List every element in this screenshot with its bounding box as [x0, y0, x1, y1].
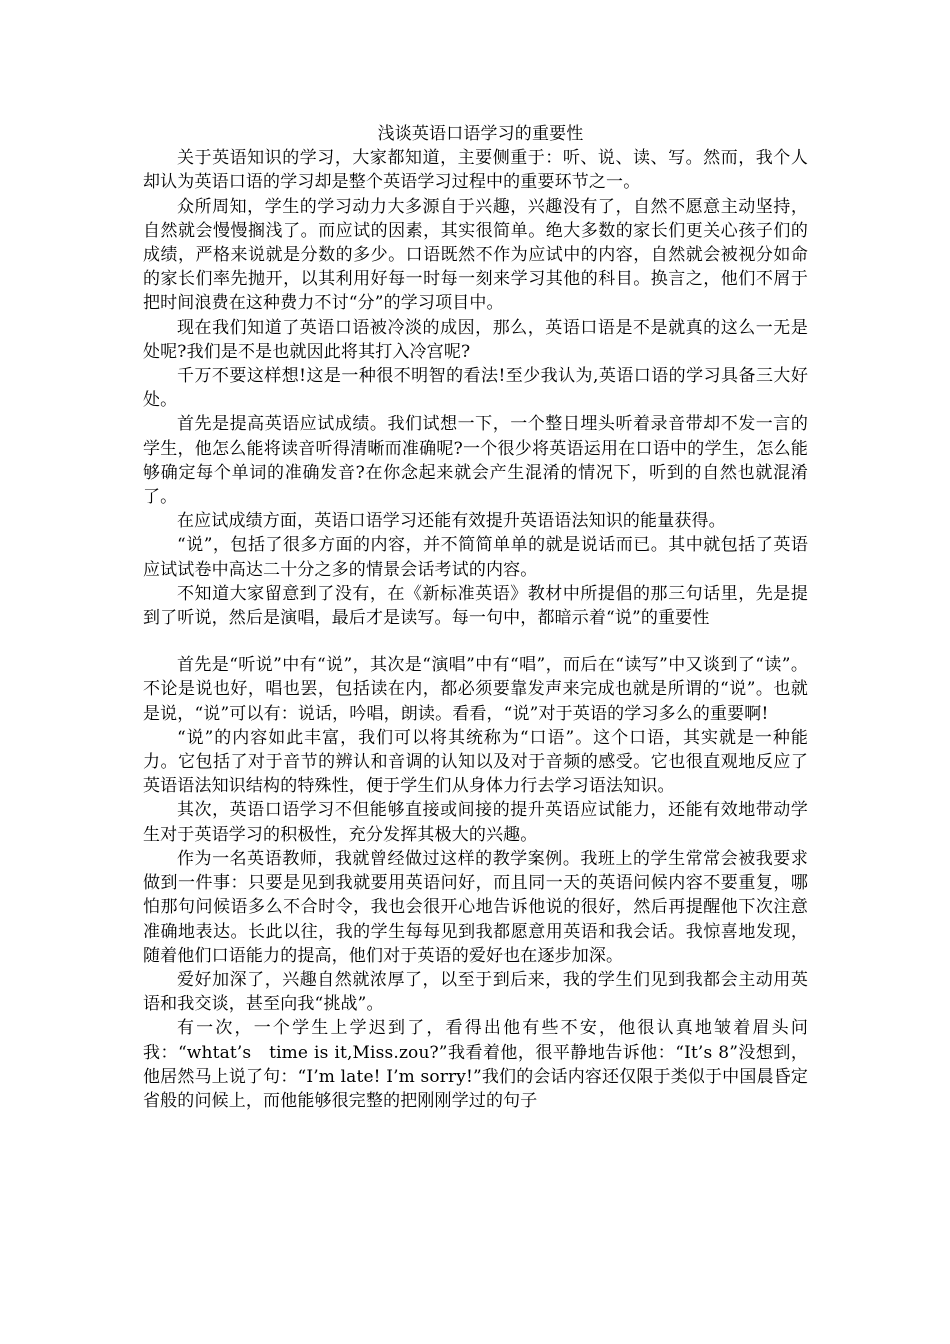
paragraph: 众所周知，学生的学习动力大多源自于兴趣，兴趣没有了，自然不愿意主动坚持，自然就会慢慢搁浅了。而应试的因素，其实很简单。绝大多数的家长们更关心孩子们的成绩，严格来说就是分数的多少。口语既然不作为应试中的内容，自然就会被视分如命的家长们率先抛开，以其利用好每一时每一刻来学习其他的科目。换言之，他们不屑于把时间浪费在这种费力不讨“分”的学习项目中。: [143, 196, 808, 314]
paragraph: 千万不要这样想!这是一种很不明智的看法!至少我认为,英语口语的学习具备三大好处。: [143, 366, 808, 411]
document-title: 浅谈英语口语学习的重要性: [377, 124, 584, 144]
paragraph: 爱好加深了，兴趣自然就浓厚了，以至于到后来，我的学生们见到我都会主动用英语和我交谈，甚至向我“挑战”。: [143, 969, 808, 1015]
paragraph-gap: [143, 630, 808, 653]
paragraph: 首先是提高英语应试成绩。我们试想一下，一个整日埋头听着录音带却不发一言的学生，他怎么能将读音听得清晰而准确呢?一个很少将英语运用在口语中的学生，怎么能够确定每个单词的准确发音?在你念起来就会产生混淆的情况下，听到的自然也就混淆了。: [143, 414, 808, 508]
paragraph: 关于英语知识的学习，大家都知道，主要侧重于：听、说、读、写。然而，我个人却认为英语口语的学习却是整个英语学习过程中的重要环节之一。: [143, 148, 808, 193]
document-body: [143, 122, 808, 1113]
paragraph: 有一次，一个学生上学迟到了，看得出他有些不安，他很认真地皱着眉头问我：“whtat’s time is it,Miss.zou?”我看着他，很平静地告诉他：“It’s 8”没想到，他居然马上说了句：“I’m late! I’m sorry!”我们的会话内容还仅限于类似于中国晨昏定省般的问候上，而他能够很完整的把刚刚学过的句子: [143, 1018, 808, 1111]
paragraph: 在应试成绩方面，英语口语学习还能有效提升英语语法知识的能量获得。: [177, 511, 726, 532]
paragraph: 作为一名英语教师，我就曾经做过这样的教学案例。我班上的学生常常会被我要求做到一件事：只要是见到我就要用英语问好，而且同一天的英语问候内容不要重复，哪怕那句问候语多么不合时令，我也会很开心地告诉他说的很好，然后再提醒他下次注意准确地表达。长此以往，我的学生每每见到我都愿意用英语和我会话。我惊喜地发现，随着他们口语能力的提高，他们对于英语的爱好也在逐步加深。: [143, 848, 808, 966]
paragraph: 不知道大家留意到了没有，在《新标准英语》教材中所提倡的那三句话里，先是提到了听说，然后是演唱，最后才是读写。每一句中，都暗示着“说”的重要性: [143, 583, 808, 629]
paragraph: “说”，包括了很多方面的内容，并不简简单单的就是说话而已。其中就包括了英语应试试卷中高达二十分之多的情景会话考试的内容。: [143, 535, 808, 580]
paragraph: 首先是“听说”中有“说”，其次是“演唱”中有“唱”，而后在“读写”中又谈到了“读”。不论是说也好，唱也罢，包括读在内，都必须要靠发声来完成也就是所谓的“说”。也就是说，“说”可以有：说话，吟唱，朗读。看看，“说”对于英语的学习多么的重要啊!: [143, 655, 808, 724]
paragraph: “说”的内容如此丰富，我们可以将其统称为“口语”。这个口语，其实就是一种能力。它包括了对于音节的辨认和音调的认知以及对于音频的感受。它也很直观地反应了英语语法知识结构的特殊性，便于学生们从身体力行去学习语法知识。: [143, 727, 808, 797]
paragraph: 其次，英语口语学习不但能够直接或间接的提升英语应试能力，还能有效地带动学生对于英语学习的积极性，充分发挥其极大的兴趣。: [143, 800, 808, 845]
paragraph: 现在我们知道了英语口语被冷淡的成因，那么，英语口语是不是就真的这么一无是处呢?我们是不是也就因此将其打入冷宫呢?: [143, 317, 808, 362]
